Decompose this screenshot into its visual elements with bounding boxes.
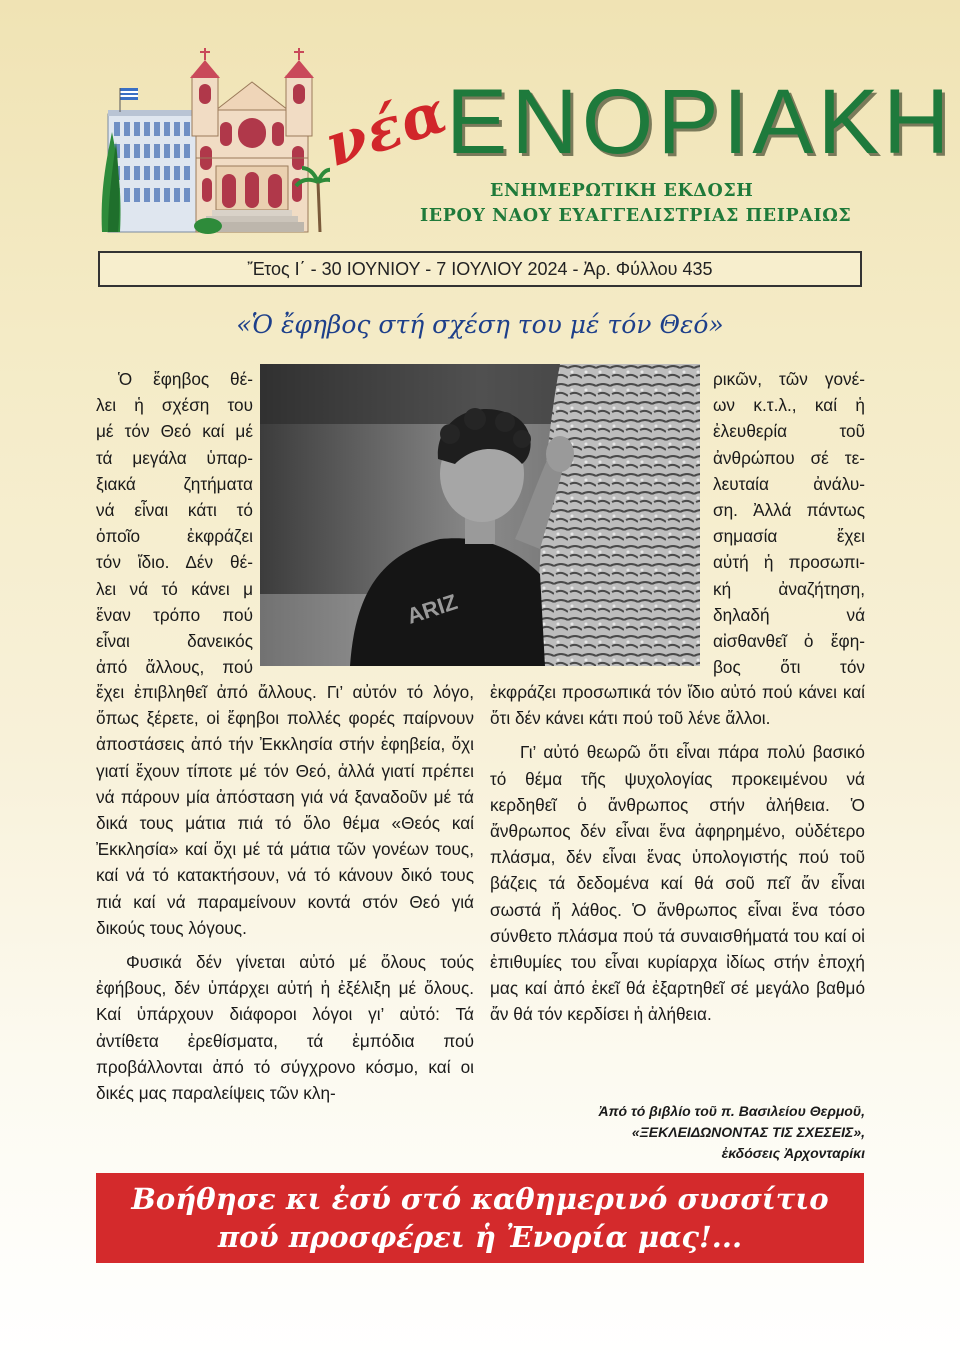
text-line: λει ἡ σχέση του: [96, 395, 253, 416]
text-line: δηλαδή νά: [713, 604, 865, 625]
article-source: [490, 1101, 865, 1164]
text-line: ξιακά ζητήματα: [96, 473, 253, 494]
text-line: τά μεγάλα ὑπαρ-: [96, 447, 253, 468]
issue-line: Ἔτος Ι΄ - 30 ΙΟΥΝΙΟΥ - 7 ΙΟΥΛΙΟΥ 2024 - Ἀρ. Φύλλου 435: [247, 259, 713, 279]
masthead-subtitle-1: ΕΝΗΜΕΡΩΤΙΚΗ ΕΚΔΟΣΗ: [490, 181, 754, 201]
article-paragraph: Γι’ αὐτό θεωρῶ ὅτι εἶναι πάρα πολύ βασικό τό θέμα τῆς ψυχολογίας προκειμένου νά κερδηθεῖ ὁ ἄνθρωπος στήν ἀλήθεια. Ὁ ἄνθρωπος δέν εἶναι ἕνα ἀφηρημένο, οὐδέτερο πλάσμα, δέν εἶναι ἕνας ὑπολογιστής πού τοῦ βάζεις τά δεδομένα καί θά σοῦ πεῖ ἄν εἶναι σωστά ἤ λάθος. Ὁ ἄνθρωπος εἶναι ἕνα τόσο σύνθετο πλάσμα πού τά συναισθήματά του καί οἱ ἐπιθυμίες του εἶναι κυρίαρχα ἰδίως στήν ἐποχή μας καί ἀπό ἐκεῖ θά ἐξαρτηθεῖ σέ μεγάλο βαθμό ἄν θά τόν κερδίσει ἡ ἀλήθεια.: [490, 742, 865, 1025]
text-line: αἰσθανθεῖ ὁ ἔφη-: [713, 630, 865, 651]
text-line: εἶναι δανεικός: [96, 630, 253, 651]
teen-leaning-on-tree-photo: [260, 364, 700, 666]
text-line: ἀπό ἄλλους, πού: [96, 657, 253, 678]
article-paragraph: ἐκφράζει προσωπικά τόν ἴδιο αὐτό πού κάνει καί ὅτι δέν κάνει κάτι πού τοῦ λένε ἄλλοι.: [490, 682, 865, 729]
donation-banner: [96, 1173, 864, 1263]
text-line: βος ὅτι τόν: [713, 657, 865, 678]
text-line: ρικῶν, τῶν γονέ-: [713, 369, 865, 389]
article-left-wrap-text: [96, 366, 253, 680]
text-line: ἐλευθερία τοῦ: [713, 421, 865, 442]
text-line: ἀνθρώπου σέ τε-: [713, 447, 865, 468]
banner-line: πού προσφέρει ἡ Ἐνορία μας!...: [217, 1220, 743, 1254]
text-line: νά εἶναι κάτι τό: [96, 499, 253, 520]
source-line: Ἀπό τό βιβλίο τοῦ π. Βασιλείου Θερμοῦ,: [598, 1103, 865, 1119]
text-line: Ὁ ἔφηβος θέ-: [118, 369, 253, 389]
article-right-wrap-text: [713, 366, 865, 680]
source-line: «ΞΕΚΛΕΙΔΩΝΟΝΤΑΣ ΤΙΣ ΣΧΕΣΕΙΣ»,: [631, 1124, 865, 1140]
article-column-right: [490, 679, 865, 1028]
article-paragraph: ἔχει ἐπιβληθεῖ ἀπό ἄλλους. Γι’ αὐτόν τό λόγο, ὅπως ξέρετε, οἱ ἔφηβοι πολλές φορές παίρνουν ἀποστάσεις ἀπό τήν Ἐκκλησία στήν ἐφηβεία, ὄχι γιατί ἔχουν τίποτε μέ τόν Θεό, ἀλλά γιατί πρέπει νά πάρουν μία ἀπόσταση γιά νά ξαναδοῦν μέ τά δικά τους μάτια πιά τό ὅλο θέμα «Θεός καί Ἐκκλησία» καί ὄχι μέ τά μάτια τῶν γονέων τους, καί νά τό κατακτήσουν, νά τό κάνουν δικό τους πιά καί νά παραμείνουν κοντά στόν Θεό γιά δικούς τους λόγους.: [96, 682, 474, 938]
text-line: αὐτή ἡ προσωπι-: [713, 552, 865, 573]
masthead-subtitle-2: ΙΕΡΟΥ ΝΑΟΥ ΕΥΑΓΓΕΛΙΣΤΡΙΑΣ ΠΕΙΡΑΙΩΣ: [420, 206, 852, 226]
issue-info-box: [98, 251, 862, 287]
article-paragraph: Φυσικά δέν γίνεται αὐτό μέ ὅλους τούς ἐφήβους, δέν ὑπάρχει αὐτή ἡ ἐξέλιξη μέ ὅλους. Καί ὑπάρχουν διάφοροι λόγοι γι’ αὐτό: Τά ἀντίθετα ἐρεθίσματα, τά ἐμπόδια πού προβάλλονται ἀπό τό σύγχρονο κόσμο, καί οι δικές μας παραλείψεις τῶν κλη-: [96, 952, 474, 1104]
svg-text:ARIZ: ARIZ: [403, 589, 461, 629]
masthead-prefix: νέα: [316, 77, 456, 180]
text-line: λει νά τό κάνει μ: [96, 578, 253, 599]
source-line: ἐκδόσεις Ἀρχονταρίκι: [721, 1145, 865, 1161]
article-headline: «Ὁ ἔφηβος στή σχέση του μέ τόν Θεό»: [236, 310, 724, 339]
church-illustration: [98, 42, 330, 238]
text-line: λευταία ἀνάλυ-: [713, 473, 865, 494]
text-line: ἕναν τρόπο πού: [96, 604, 253, 625]
masthead-title: ΕΝΟΡΙΑΚΗ: [446, 71, 954, 173]
banner-line: Βοήθησε κι ἐσύ στό καθημερινό συσσίτιο: [131, 1182, 829, 1216]
text-line: ὁποῖο ἐκφράζει: [96, 526, 253, 547]
text-line: μέ τόν Θεό καί μέ: [96, 421, 253, 442]
text-line: κή ἀναζήτηση,: [713, 578, 865, 599]
text-line: τόν ἴδιο. Δέν θέ-: [96, 552, 253, 573]
article-column-left: [96, 679, 474, 1106]
text-line: σημασία ἔχει: [713, 526, 865, 547]
text-line: ων κ.τ.λ., καί ἡ: [713, 395, 865, 416]
text-line: ση. Ἀλλά πάντως: [713, 499, 865, 520]
